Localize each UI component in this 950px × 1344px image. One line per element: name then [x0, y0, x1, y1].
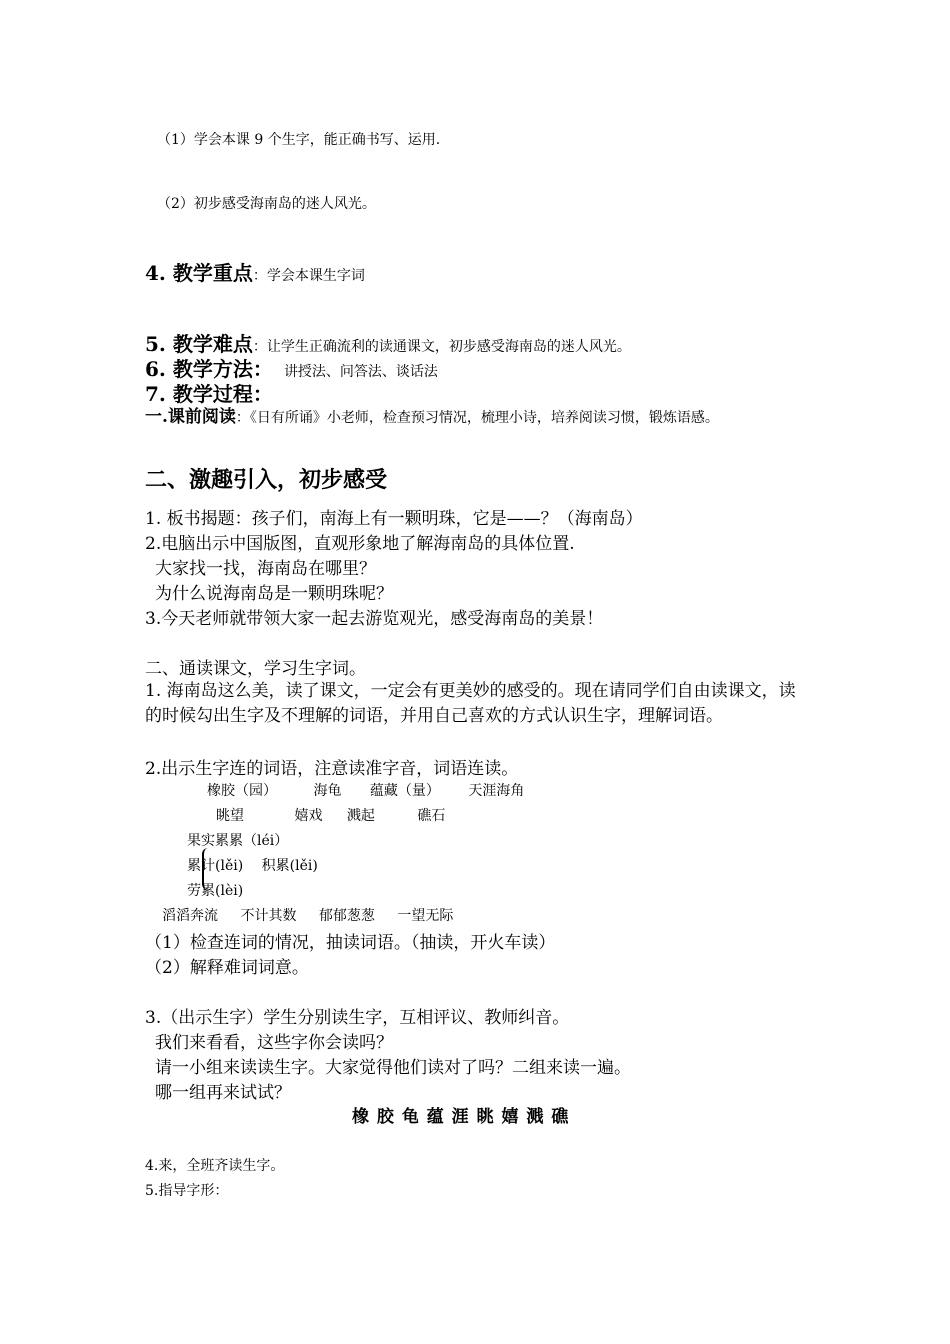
goal-2: （2）初步感受海南岛的迷人风光。	[157, 196, 376, 212]
reading-paragraph-3b: 请一小组来读读生字。大家觉得他们读对了吗？二组来读一遍。	[155, 1058, 631, 1078]
polyphone-lei-3: 劳累(lèi)	[187, 883, 244, 899]
word: 嬉戏	[294, 808, 323, 824]
methods-label: 6. 教学方法：	[145, 357, 273, 381]
key-points-label: 4. 教学重点	[145, 261, 253, 285]
polyphone-lei-1: 果实累累（léi）	[187, 833, 289, 849]
reading-paragraph-4: 4.来，全班齐读生字。	[145, 1158, 285, 1174]
word: 眺望	[216, 808, 244, 824]
word-row-3	[162, 905, 453, 925]
reading-paragraph-3: 3.（出示生字）学生分别读生字，互相评议、教师纠音。	[145, 1008, 570, 1028]
check-line-1: （1）检查连词的情况，抽读词语。（抽读，开火车读）	[145, 933, 556, 953]
word: 天涯海角	[468, 783, 525, 799]
word: 礁石	[417, 808, 446, 824]
word-row-1	[207, 780, 524, 800]
word: 溅起	[346, 808, 375, 824]
reading-paragraph-3c: 哪一组再来试试？	[155, 1083, 291, 1103]
key-points	[145, 257, 365, 286]
process-heading: 7. 教学过程：	[145, 382, 273, 406]
polyphone-lei-2	[187, 855, 318, 875]
reading-paragraph-1: 1. 海南岛这么美，读了课文，一定会有更美妙的感受的。现在请同学们自由读课文，读的时候勾出生字及不理解的词语，并用自己喜欢的方式认识生字，理解词语。	[145, 681, 796, 726]
word: 橡胶（园）	[207, 783, 277, 799]
word: 海龟	[313, 783, 342, 799]
goal-1: （1）学会本课 9 个生字，能正确书写、运用.	[157, 132, 441, 148]
word-row-2	[216, 805, 445, 825]
word: 滔滔奔流	[162, 908, 218, 924]
pre-reading-text: ：《日有所诵》小老师，检查预习情况，梳理小诗，培养阅读习惯，锻炼语感。	[235, 410, 719, 426]
word: 郁郁葱葱	[318, 908, 375, 924]
pre-reading-label: 一.课前阅读	[145, 407, 236, 427]
section-reading-heading: 二、通读课文，学习生字词。	[145, 659, 366, 679]
intro-line-1: 1. 板书揭题：孩子们，南海上有一颗明珠，它是——？（海南岛）	[145, 509, 643, 529]
intro-line-3: 大家找一找，海南岛在哪里？	[155, 559, 376, 579]
word: 一望无际	[397, 908, 454, 924]
word: 不计其数	[240, 908, 297, 924]
word: 累计(lěi)	[187, 858, 244, 874]
reading-paragraph-3a: 我们来看看，这些字你会读吗？	[155, 1033, 393, 1053]
new-characters: 橡 胶 龟 蕴 涯 眺 嬉 溅 礁	[352, 1107, 570, 1127]
intro-line-2: 2.电脑出示中国版图，直观形象地了解海南岛的具体位置.	[145, 534, 575, 554]
section-intro-heading: 二、激趣引入，初步感受	[145, 467, 388, 493]
check-line-2: （2）解释难词词意。	[145, 958, 309, 978]
reading-paragraph-5: 5.指导字形：	[145, 1183, 229, 1199]
intro-line-5: 3.今天老师就带领大家一起去游览观光，感受海南岛的美景！	[145, 609, 604, 629]
pre-reading	[145, 405, 810, 430]
word: 蕴藏（量）	[369, 783, 440, 799]
word: 积累(lěi)	[261, 858, 318, 874]
difficulties-label: 5. 教学难点	[145, 332, 253, 356]
intro-line-4: 为什么说海南岛是一颗明珠呢？	[155, 584, 393, 604]
reading-paragraph-2: 2.出示生字连的词语，注意读准字音，词语连读。	[145, 759, 519, 779]
key-points-text: ：学会本课生字词	[252, 268, 365, 284]
difficulties-text: ：让学生正确流利的读通课文，初步感受海南岛的迷人风光。	[252, 339, 631, 355]
methods-text: 讲授法、问答法、谈话法	[283, 364, 438, 380]
